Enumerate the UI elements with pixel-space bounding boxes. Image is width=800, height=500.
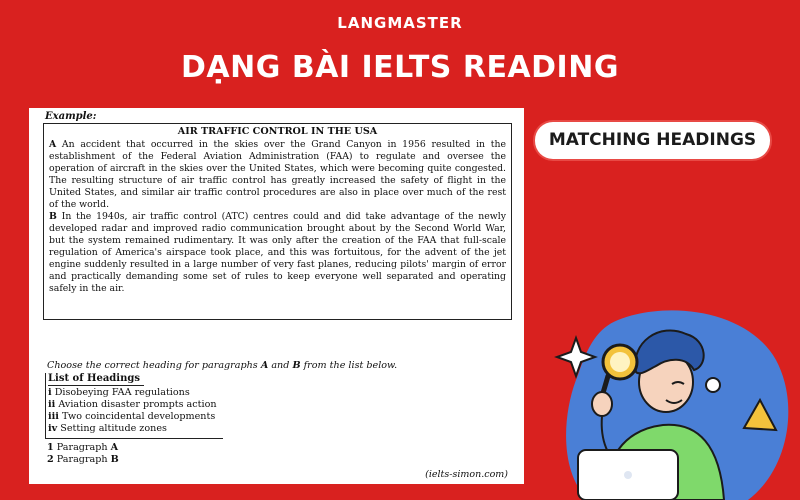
heading-text: Disobeying FAA regulations [54,387,190,398]
paragraph-a-letter: A [49,139,57,150]
brand-logo: LANGMASTER [337,14,463,32]
person-hand [592,392,612,416]
question-item [47,442,119,454]
paragraph-b-text: In the 1940s, air traffic control (ATC) centres could and did take advantage of the newly developed radar and improved radio communication brought about by the Second World War, but the system remained rudimentary. It was only after the creation of the FAA that full-scale regulation of America's airspace took place, and this was fortuitous, for the advent of the jet engine suddenly resulted in a large number of very fast planes, reducing pilots' margin of error and practically demanding some set of rules to keep everyone well separated and operating safely in the air. [49,211,506,294]
reading-passage [43,123,512,320]
heading-number: iv [48,423,58,434]
paragraph-b-letter: B [49,211,57,222]
heading-text: Setting altitude zones [60,423,167,434]
heading-number: ii [48,399,56,410]
source-credit: (ielts-simon.com) [425,469,508,480]
paragraph-b [49,211,506,295]
dot-circle-icon [706,378,720,392]
instruction-text [47,360,397,371]
paragraph-a-text: An accident that occurred in the skies over the Grand Canyon in 1956 resulted in the establishment of the Federal Aviation Administration (FAA) to regulate and oversee the operation of aircraft in the skies over the United States, which were becoming quite congested. The resulting structure of air traffic control has greatly increased the safety of flight in the United States, and similar air traffic control procedures are also in place over much of the rest of the world. [49,139,506,210]
instruction-post: from the list below. [303,360,398,371]
page-title: DẠNG BÀI IELTS READING [181,50,619,85]
question-label: Paragraph [56,454,108,465]
question-letter: A [110,442,119,453]
passage-title: AIR TRAFFIC CONTROL IN THE USA [177,126,378,137]
heading-item [48,423,223,435]
example-label: Example: [45,111,97,122]
reading-document [29,108,524,484]
headings-title: List of Headings [48,373,144,386]
heading-item [48,399,223,411]
instruction-letter-a: A [260,360,269,371]
instruction-and: and [271,360,290,371]
heading-item [48,387,223,399]
heading-text: Two coincidental developments [62,411,216,422]
question-label: Paragraph [56,442,108,453]
heading-text: Aviation disaster prompts action [58,399,217,410]
question-letter: B [110,454,119,465]
instruction-pre: Choose the correct heading for paragraphs [47,360,258,371]
heading-number: i [48,387,52,398]
heading-number: iii [48,411,59,422]
question-item [47,454,119,466]
question-number: 1 [47,442,54,453]
matching-headings-badge: MATCHING HEADINGS [535,122,770,159]
questions-list [47,442,119,466]
headings-list [45,373,223,439]
instruction-letter-b: B [292,360,301,371]
paragraph-a [49,139,506,211]
heading-item [48,411,223,423]
student-magnifier-illustration [548,300,800,500]
question-number: 2 [47,454,54,465]
